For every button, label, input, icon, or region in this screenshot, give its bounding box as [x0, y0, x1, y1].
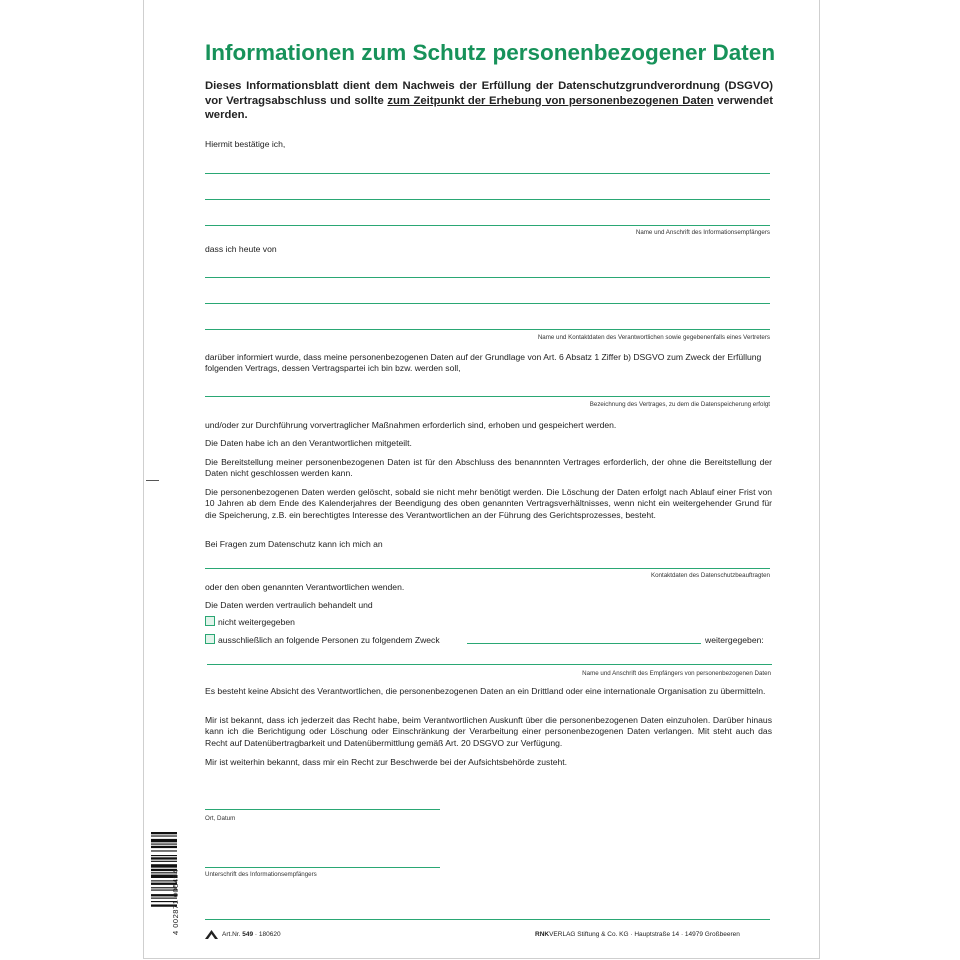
checkbox-ausschliesslich[interactable] [205, 634, 215, 644]
empfaenger-line[interactable] [207, 664, 772, 665]
intro-text-1: Dieses Informationsblatt dient dem Nachweis der Erfüllung der Datenschutzgrundverordnung (DSGVO) vor Vertragsabschluss und sollte [205, 80, 773, 107]
barcode-bar [151, 832, 177, 834]
article-prefix: Art.Nr. [222, 931, 243, 938]
intro-text-2: verwendet werden. [205, 94, 773, 121]
hiermit-label: Hiermit bestätige ich, [205, 139, 286, 149]
publisher-name-rest: VERLAG Stiftung & Co. KG · Hauptstraße 14 · 14979 Großbeeren [549, 931, 740, 938]
dass-heute-label: dass ich heute von [205, 244, 277, 254]
ort-datum-caption: Ort, Datum [205, 815, 236, 822]
drittland-paragraph: Es besteht keine Absicht des Verantwortlichen, die personenbezogenen Daten an ein Drittland oder eine internationale Organisation zu übermitteln. [205, 686, 766, 696]
controller-line-3[interactable] [205, 329, 770, 330]
article-number-bold: 549 [242, 931, 254, 938]
ort-datum-line[interactable] [205, 809, 440, 810]
controller-line-2[interactable] [205, 303, 770, 304]
option-ausschliesslich-label: ausschließlich an folgende Personen zu folgendem Zweck [218, 635, 440, 645]
auskunft-paragraph: Mir ist bekannt, dass ich jederzeit das Recht habe, beim Verantwortlichen Auskunft über die personenbezogenen Daten einzuholen. Darüber hinaus kann ich die Berichtigung oder Löschung oder Einschränkung der Verarbeitung einer personenbezogenen Daten verlangen. Mit steht auch das Recht auf Datenübertragbarkeit und Datenübermittlung gemäß Art. 20 DSGVO zur Verfügung. [205, 715, 772, 748]
article-suffix: · 180620 [253, 931, 281, 938]
recipient-line-3[interactable] [205, 225, 770, 226]
barcode-number: 4 002871 005494 [171, 869, 180, 935]
article-number [222, 931, 281, 938]
signature-line[interactable] [205, 867, 440, 868]
dpo-caption: Kontaktdaten des Datenschutzbeauftragten [650, 572, 770, 579]
controller-line-1[interactable] [205, 277, 770, 278]
option-weitergegeben-label: weitergegeben: [705, 635, 764, 645]
checkbox-nicht-weitergegeben[interactable] [205, 616, 215, 626]
publisher-name-bold: RNK [535, 931, 550, 938]
page-title: Informationen zum Schutz personenbezogener Daten [205, 40, 776, 65]
mitgeteilt-paragraph: Die Daten habe ich an den Verantwortlichen mitgeteilt. [205, 438, 412, 448]
oder-paragraph: oder den oben genannten Verantwortlichen wenden. [205, 582, 405, 592]
zweck-line[interactable] [467, 643, 701, 644]
empfaenger-caption: Name und Anschrift des Empfängers von personenbezogenen Daten [582, 670, 771, 677]
beschwerde-paragraph: Mir ist weiterhin bekannt, dass mir ein Recht zur Beschwerde bei der Aufsichtsbehörde zusteht. [205, 757, 568, 767]
dpo-line[interactable] [205, 568, 770, 569]
loeschung-paragraph: Die personenbezogenen Daten werden gelöscht, sobald sie nicht mehr benötigt werden. Die Löschung der Daten erfolgt nach Ablauf einer Frist von 10 Jahren ab dem Ende des Kalenderjahres der Beendigung des oben genannten Vertragsverhältnisses, wenn nicht ein weitergehender Grund für die Speicherung, z.B. ein berechtigtes Interesse des Verantwortlichen an der Führung des Gerichtsprozesses, besteht. [205, 487, 772, 520]
controller-caption: Name und Kontaktdaten des Verantwortlichen sowie gegebenenfalls eines Vertreters [537, 334, 770, 341]
intro-paragraph [205, 79, 773, 123]
option-nicht-label: nicht weitergegeben [218, 617, 295, 627]
barcode [151, 832, 189, 932]
footer-rule [205, 919, 770, 920]
publisher-address [535, 931, 740, 938]
intro-underlined-text: zum Zeitpunkt der Erhebung von personenbezogenen Daten [387, 94, 714, 107]
publisher-logo-icon [205, 930, 218, 939]
barcode-graphic [151, 832, 189, 932]
bereitstellung-paragraph: Die Bereitstellung meiner personenbezogenen Daten ist für den Abschluss des benannnten Vertrages erforderlich, der ohne die Bereitstellung der Daten nicht geschlossen werden kann. [205, 457, 772, 479]
fragen-paragraph: Bei Fragen zum Datenschutz kann ich mich an [205, 539, 383, 549]
informed-paragraph: darüber informiert wurde, dass meine personenbezogenen Daten auf der Grundlage von Art. 6 Absatz 1 Ziffer b) DSGVO zum Zweck der Erfüllung folgenden Vertrags, dessen Vertragspartei ich bin bzw. werden soll, [205, 352, 762, 374]
recipient-line-1[interactable] [205, 173, 770, 174]
vertraulich-paragraph: Die Daten werden vertraulich behandelt und [205, 600, 373, 610]
contract-line[interactable] [205, 396, 770, 397]
contract-caption: Bezeichnung des Vertrages, zu dem die Datenspeicherung erfolgt [589, 401, 770, 408]
vorvertrag-paragraph: und/oder zur Durchführung vorvertraglicher Maßnahmen erforderlich sind, erhoben und gespeichert werden. [205, 420, 617, 430]
recipient-caption: Name und Anschrift des Informationsempfängers [635, 229, 770, 236]
signature-caption: Unterschrift des Informationsempfängers [205, 871, 317, 878]
recipient-line-2[interactable] [205, 199, 770, 200]
fold-mark [146, 480, 159, 481]
